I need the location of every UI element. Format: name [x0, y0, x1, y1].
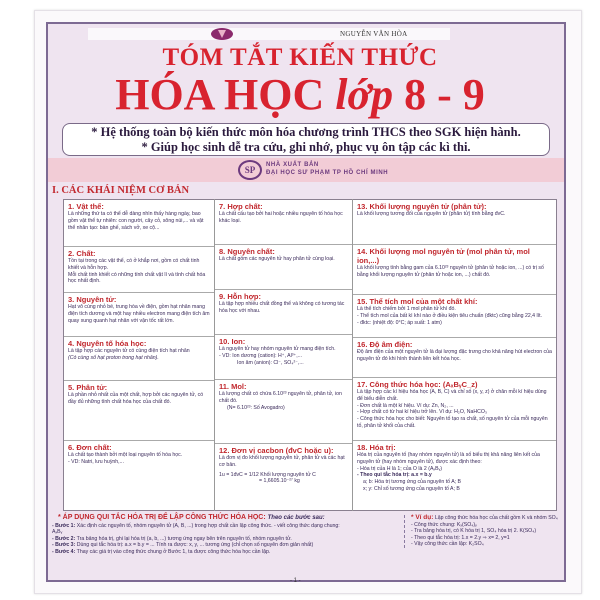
concept-text: - Thể tích mol của bất kì khí nào ở điều kiện tiêu chuẩn (đktc) cũng bằng 22,4 lít. — [357, 312, 542, 319]
main-title-italic: lớp — [335, 70, 394, 119]
step-label: - Bước 1: — [52, 522, 76, 529]
step-text: Thay các giá trị vào công thức chung ở Bước 1, ta được công thức hóa học cần lập. — [76, 548, 271, 555]
concept-text: Là chất gồm các nguyên tử hay phân tử cùng loại. — [219, 256, 335, 262]
concept-text: Hóa trị của nguyên tố (hay nhóm nguyên tử) là số biểu thị khả năng liên kết của nguyên tử (hay nhóm nguyên tử), được xác định theo: — [357, 452, 540, 465]
author-name: NGUYỄN VĂN HÒA — [340, 30, 408, 38]
concept-title: 14. Khối lượng mol nguyên tử (mol phân tử, mol ion,...) — [357, 247, 530, 265]
example-text: - Vậy công thức cần lập: K₂SO₄ — [411, 541, 484, 548]
concept-card — [215, 444, 352, 510]
concept-title: 7. Hợp chất: — [219, 202, 263, 211]
concept-title: 1. Vật thể: — [68, 202, 104, 211]
concept-card — [215, 290, 352, 335]
concept-title: 9. Hỗn hợp: — [219, 292, 261, 301]
concept-title: 17. Công thức hóa học: (AₓBᵧC_z) — [357, 380, 478, 389]
concept-title: 2. Chất: — [68, 249, 96, 258]
concept-text: Là tập hợp nhiều chất đồng thể và không có tương tác hóa học với nhau. — [219, 301, 345, 314]
concept-card — [64, 441, 214, 510]
concept-text: Mỗi chất tinh khiết có những tính chất vật lí và tính chất hóa học nhất định. — [68, 271, 206, 285]
concept-text: Hạt vô cùng nhỏ bé, trung hòa về điện, gồm hạt nhân mang điện tích dương và một hay nhiều electron mang điện tích âm quay xung quanh hạt nhân với vận tốc rất lớn. — [68, 304, 210, 324]
concept-text: Là tập hợp các kí hiệu hóa học (A, B, C) và chỉ số (x, y, z) ở chân mỗi kí hiệu dùng để biểu diễn chất. — [357, 389, 547, 402]
concept-card — [64, 337, 214, 381]
concept-title: 13. Khối lượng nguyên tử (phân tử): — [357, 202, 487, 211]
concept-text: - Công thức hóa học cho biết: Nguyên tố tạo ra chất, số nguyên tử của mỗi nguyên tố, phân tử khối của chất. — [357, 416, 548, 429]
step-item — [52, 542, 342, 549]
concept-text: Là đơn vị đo khối lượng nguyên tử, phân tử và các hạt cơ bản. — [219, 455, 345, 468]
concept-formula: 1u = 1đvC = 1/12 Khối lượng nguyên tử C — [219, 471, 316, 478]
concept-text: Là khối lượng tính bằng gam của 6.10²³ nguyên tử (phân tử hoặc ion, ...) có trị số bằng khối lượng nguyên tử (phân tử hoặc ion, ...) chất đó. — [357, 265, 544, 278]
slogan-line-2: * Giúp học sinh dễ tra cứu, ghi nhớ, phục vụ ôn tập các kì thi. — [141, 140, 471, 154]
example-text: - Công thức chung: Kₓ(SO₄)ᵧ — [411, 521, 477, 528]
step-label: - Bước 3: — [52, 542, 76, 549]
concept-title: 8. Nguyên chất: — [219, 247, 275, 256]
main-title — [0, 70, 600, 120]
concept-card — [64, 247, 214, 293]
concept-text: Độ âm điện của một nguyên tử là đại lượng đặc trưng cho khả năng hút electron của nguyên tử đó khi hình thành liên kết hóa học. — [357, 349, 552, 362]
concept-card — [64, 381, 214, 441]
step-label: - Bước 2: — [52, 535, 76, 542]
brand-logo-icon — [211, 28, 233, 40]
concept-card — [215, 335, 352, 380]
concept-text: Là nguyên tử hay nhóm nguyên tử mang điện tích. — [219, 346, 336, 352]
concept-formula: = 1,6605.10⁻²⁷ kg — [259, 478, 300, 485]
concept-text: - Hóa trị của H là 1; của O là 2 (AₓBᵧ) — [357, 465, 442, 472]
concept-text: - Đơn chất là một kí hiệu. Ví dụ: Zn, N₂, ... — [357, 402, 454, 409]
concept-text: - VD: Ion dương (cation): H⁺, Al³⁺,... — [219, 352, 302, 359]
concept-text: - đktc: (nhiệt độ: 0°C; áp suất: 1 atm) — [357, 319, 442, 326]
main-title-subject: HÓA HỌC — [115, 70, 325, 119]
step-item — [52, 523, 342, 536]
main-title-grade: 8 - 9 — [404, 70, 485, 119]
publisher-line-2: ĐẠI HỌC SƯ PHẠM TP HỒ CHÍ MINH — [266, 169, 389, 176]
concept-title: 10. Ion: — [219, 337, 246, 346]
concept-title: 3. Nguyên tử: — [68, 295, 117, 304]
concept-card — [353, 295, 556, 338]
concept-title: 5. Phân tử: — [68, 383, 108, 392]
concept-card — [215, 245, 352, 290]
concept-text: Là lượng chất có chứa 6.10²³ nguyên tử, phân tử, ion chất đó. — [219, 391, 342, 404]
concept-text: - Hợp chất có từ hai kí hiệu trở lên. Ví dụ: H₂O, NaHCO₃ — [357, 409, 488, 416]
step-text: Dùng qui tắc hóa trị: a.x = b.y = ... Tính ra được: x, y, ... tương ứng (chỉ chọn số nguyên đơn giản nhất) — [76, 542, 314, 549]
concept-title: 6. Đơn chất: — [68, 443, 112, 452]
concept-text: Là chất tạo thành bởi một loại nguyên tố hóa học. — [68, 452, 183, 458]
apply-title — [58, 515, 342, 522]
concept-card — [64, 293, 214, 337]
concept-text: Là chất cấu tạo bởi hai hoặc nhiều nguyên tố hóa học khác loại. — [219, 211, 343, 224]
example-box — [404, 515, 571, 548]
publisher-logo-icon: SP — [238, 160, 262, 180]
concept-card — [215, 200, 352, 245]
apply-title-em: Theo các bước sau: — [267, 515, 325, 521]
concept-title: 4. Nguyên tố hóa học: — [68, 339, 147, 348]
example-text: - Tra bảng hóa trị, có K hóa trị 1, SO₄ hóa trị 2. K(SO₄) — [411, 528, 537, 535]
concept-text: Tồn tại trong các vật thể, có ở khắp nơi, gồm có chất tinh khiết và hỗn hợp. — [68, 258, 200, 271]
concept-text: (N= 6.10²³: Số Avogadro) — [227, 404, 285, 411]
concept-text: x; y: Chỉ số tương ứng của nguyên tố A; B — [363, 485, 460, 492]
concept-card — [64, 200, 214, 247]
concept-card — [353, 441, 556, 510]
concept-title: 16. Độ âm điện: — [357, 340, 413, 349]
concept-text: Là tập hợp các nguyên tử có cùng điện tích hạt nhân — [68, 348, 190, 354]
publisher-line-1: NHÀ XUẤT BẢN — [266, 162, 319, 168]
concept-card — [353, 200, 556, 245]
concept-card — [353, 378, 556, 441]
title-line-1: TÓM TẮT KIẾN THỨC — [162, 44, 438, 71]
step-item — [52, 549, 342, 556]
concept-text: - Theo qui tắc hóa trị: a.x = b.y — [357, 472, 432, 479]
concept-text: Là thể tích chiếm bởi 1 mol phân tử khí đó. — [357, 306, 456, 312]
concept-title: 18. Hóa trị: — [357, 443, 396, 452]
concept-title: 12. Đơn vị cacbon (đvC hoặc u): — [219, 446, 334, 455]
section-title: I. CÁC KHÁI NIỆM CƠ BẢN — [52, 185, 190, 196]
concept-text: Ion âm (anion): Cl⁻, SO₄²⁻,... — [237, 359, 304, 366]
apply-title-text: * ÁP DỤNG QUI TẮC HÓA TRỊ ĐỂ LẬP CÔNG THỨC HÓA HỌC: — [58, 514, 266, 521]
concept-card — [353, 338, 556, 378]
publisher-name — [266, 162, 388, 177]
step-text: Tra bảng hóa trị, ghi lại hóa trị (a, b, ...) tương ứng ngay bên trên nguyên tố, nhóm nguyên tử. — [76, 535, 292, 542]
concept-card — [353, 245, 556, 295]
concept-note: (Có cùng số hạt proton trong hạt nhân). — [68, 354, 159, 361]
example-line — [411, 515, 571, 522]
concept-text: Là khối lượng tương đối của nguyên tử (phân tử) tính bằng đvC. — [357, 211, 506, 217]
example-label: * Ví dụ: — [411, 514, 434, 521]
slogan-line-1: * Hệ thống toàn bộ kiến thức môn hóa chương trình THCS theo SGK hiện hành. — [91, 125, 521, 139]
page-number: - 1 - — [290, 578, 301, 584]
concept-card — [215, 380, 352, 444]
concept-text: Là những thứ ta có thể dễ dàng nhìn thấy hàng ngày, bao gồm vật thể tự nhiên: con người, cây cỏ, sông núi,... và vật thể nhân tạo: bàn ghế, sách vở, xe cộ... — [68, 211, 204, 231]
step-label: - Bước 4: — [52, 548, 76, 555]
example-text: - Theo qui tắc hóa trị: 1.x = 2.y ⇒ x= 2, y=1 — [411, 534, 510, 541]
concept-title: 11. Mol: — [219, 382, 247, 391]
example-text: Lập công thức hóa học của chất gồm K và nhóm SO₄ — [434, 515, 558, 521]
concept-text: Là phần nhỏ nhất của một chất, hợp bởi các nguyên tử, có đầy đủ những tính chất hóa học của chất đó. — [68, 392, 204, 405]
concept-title: 15. Thể tích mol của một chất khí: — [357, 297, 478, 306]
concept-text: a; b: Hóa trị tương ứng của nguyên tố A; B — [363, 479, 462, 486]
slogan-box — [62, 123, 550, 156]
step-text: Xác định các nguyên tố, nhóm nguyên tử (A, B, ...) trong hợp chất cần lập công thức. - viết công thức dạng chung: AₓBᵧ — [52, 522, 340, 536]
apply-rule-section — [52, 515, 342, 556]
concept-text: - VD: Natri, lưu huỳnh,... — [68, 458, 124, 465]
